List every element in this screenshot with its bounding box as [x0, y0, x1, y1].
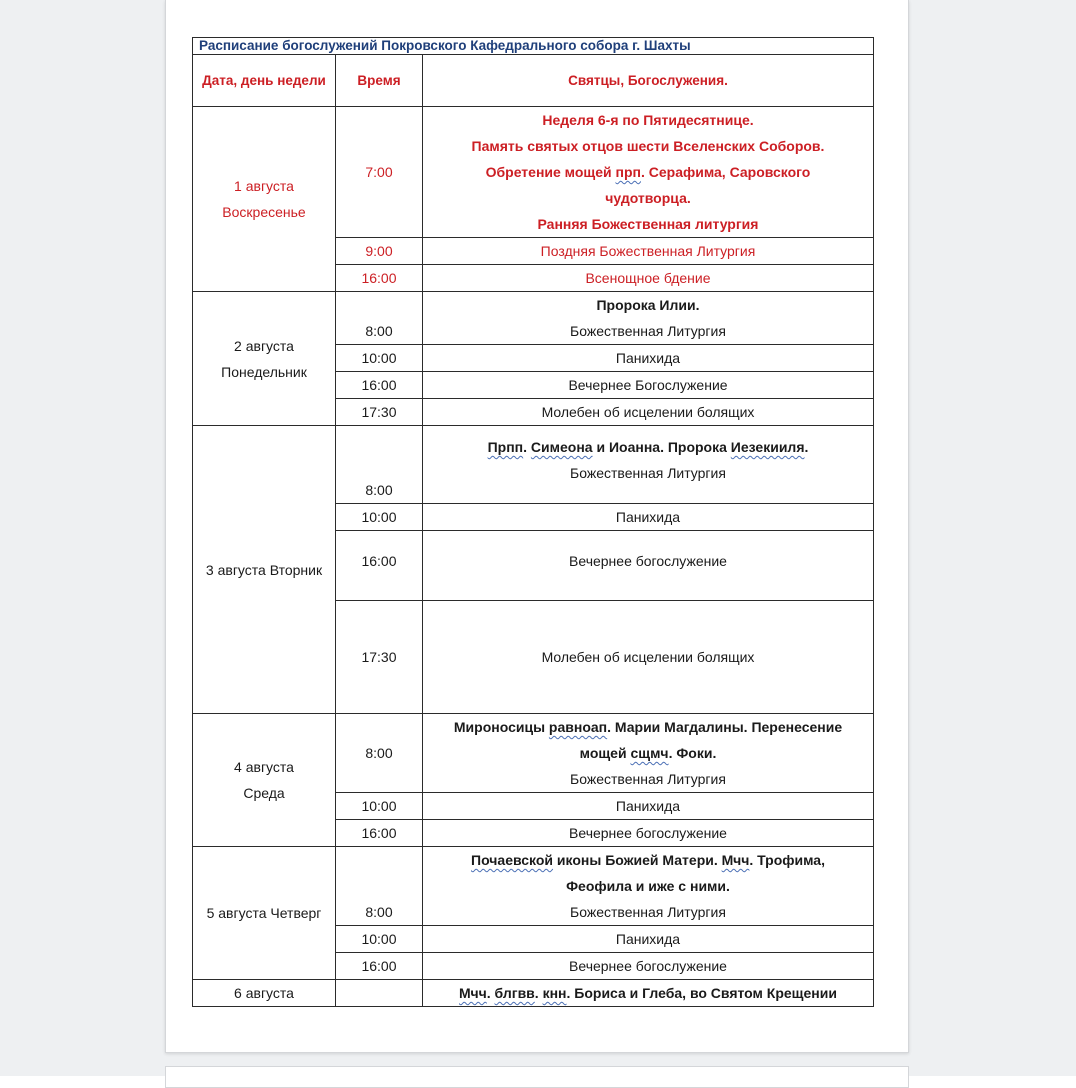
title-row [193, 38, 874, 55]
header-saints: Святцы, Богослужения. [423, 55, 874, 107]
feast-cell [423, 714, 874, 793]
day-date: 3 августа Вторник [205, 561, 323, 578]
service-cell: Вечернее богослужение [423, 953, 874, 980]
table-row [193, 426, 874, 504]
feast-word: сщмч [630, 745, 669, 761]
service-cell: Вечернее Богослужение [423, 372, 874, 399]
day-cell [193, 980, 336, 1007]
service-name: Божественная Литургия [570, 323, 726, 339]
next-page-edge [165, 1066, 909, 1088]
day-weekday: Воскресенье [222, 204, 306, 220]
feast-line: Обретение мощей прп. Серафима, Саровского [485, 164, 811, 180]
service-cell: Вечернее богослужение [423, 820, 874, 847]
time-value: 8:00 [365, 482, 393, 498]
day-date: 1 августа [234, 178, 294, 194]
table-row [193, 980, 874, 1007]
time-cell [336, 847, 423, 926]
day-cell [193, 292, 336, 426]
time-cell: 10:00 [336, 345, 423, 372]
service-cell [423, 531, 874, 601]
schedule-table [192, 37, 874, 1007]
feast-word: Симеона [530, 439, 593, 455]
service-cell: Панихида [423, 345, 874, 372]
header-date: Дата, день недели [193, 55, 336, 107]
header-row [193, 55, 874, 107]
time-cell [336, 531, 423, 601]
day-date: 6 августа [234, 985, 294, 1001]
feast-word: кнн [542, 985, 567, 1001]
time-value: 16:00 [361, 553, 397, 569]
service-cell: Панихида [423, 793, 874, 820]
feast-line: Неделя 6-я по Пятидесятнице. [542, 112, 754, 128]
feast-cell: Мчч. блгвв. кнн. Бориса и Глеба, во Святом Крещении [423, 980, 874, 1007]
time-cell: 9:00 [336, 238, 423, 265]
time-cell: 16:00 [336, 953, 423, 980]
feast-line: Мироносицы равноап. Марии Магдалины. Перенесение [453, 719, 843, 735]
time-cell: 17:30 [336, 399, 423, 426]
feast-line: чудотворца. [605, 190, 691, 206]
service-name: Божественная Литургия [570, 465, 726, 481]
feast-word: Мчч [721, 852, 750, 868]
feast-word: Почаевской [471, 852, 554, 868]
table-row [193, 847, 874, 926]
service-cell: Панихида [423, 926, 874, 953]
time-value: 8:00 [365, 323, 393, 339]
feast-word: блгвв [494, 985, 535, 1001]
time-value: 8:00 [365, 904, 393, 920]
feast-line: мощей сщмч. Фоки. [579, 745, 717, 761]
day-cell [193, 847, 336, 980]
table-row [193, 107, 874, 238]
feast-cell [423, 847, 874, 926]
service-cell: Молебен об исцелении болящих [423, 399, 874, 426]
feast-line: Прпп. Симеона и Иоанна. Пророка Иезекииля. [487, 439, 809, 455]
feast-word: Прпп [487, 439, 524, 455]
service-name: Божественная Литургия [570, 771, 726, 787]
feast-word: Иезекииля [730, 439, 805, 455]
day-date: 2 августа [234, 337, 294, 354]
time-cell [336, 426, 423, 504]
day-weekday: Среда [243, 785, 285, 801]
day-date: 5 августа Четверг [206, 905, 322, 921]
time-cell: 10:00 [336, 504, 423, 531]
table-row [193, 714, 874, 793]
day-weekday: Понедельник [221, 363, 307, 380]
feast-cell [423, 292, 874, 345]
time-cell: 7:00 [336, 107, 423, 238]
feast-word: прп [615, 164, 641, 180]
feast-line: Феофила и иже с ними. [566, 878, 730, 894]
service-cell: Поздняя Божественная Литургия [423, 238, 874, 265]
feast-word: Мчч [459, 985, 487, 1001]
feast-word: равноап [548, 719, 608, 735]
day-cell [193, 714, 336, 847]
time-cell: 17:30 [336, 601, 423, 714]
service-name: Ранняя Божественная литургия [537, 216, 759, 232]
day-date: 4 августа [234, 759, 294, 775]
time-cell [336, 292, 423, 345]
time-cell: 10:00 [336, 926, 423, 953]
feast-cell [423, 426, 874, 504]
service-cell: Панихида [423, 504, 874, 531]
table-row [193, 292, 874, 345]
service-cell: Молебен об исцелении болящих [423, 601, 874, 714]
feast-line: Память святых отцов шести Вселенских Соборов. [471, 138, 825, 154]
feast-cell [423, 107, 874, 238]
time-cell [336, 714, 423, 793]
day-cell [193, 426, 336, 714]
schedule-title: Расписание богослужений Покровского Кафедрального собора г. Шахты [193, 38, 874, 55]
service-cell: Всенощное бдение [423, 265, 874, 292]
time-cell [336, 980, 423, 1007]
time-cell: 16:00 [336, 372, 423, 399]
day-cell [193, 107, 336, 292]
time-cell: 16:00 [336, 265, 423, 292]
time-value: 8:00 [365, 745, 393, 761]
time-cell: 16:00 [336, 820, 423, 847]
feast-line: Почаевской иконы Божией Матери. Мчч. Трофима, [471, 852, 825, 868]
feast-line: Пророка Илии. [596, 297, 700, 313]
service-name: Божественная Литургия [570, 904, 726, 920]
time-cell: 10:00 [336, 793, 423, 820]
header-time: Время [336, 55, 423, 107]
service-name: Вечернее богослужение [569, 553, 727, 569]
